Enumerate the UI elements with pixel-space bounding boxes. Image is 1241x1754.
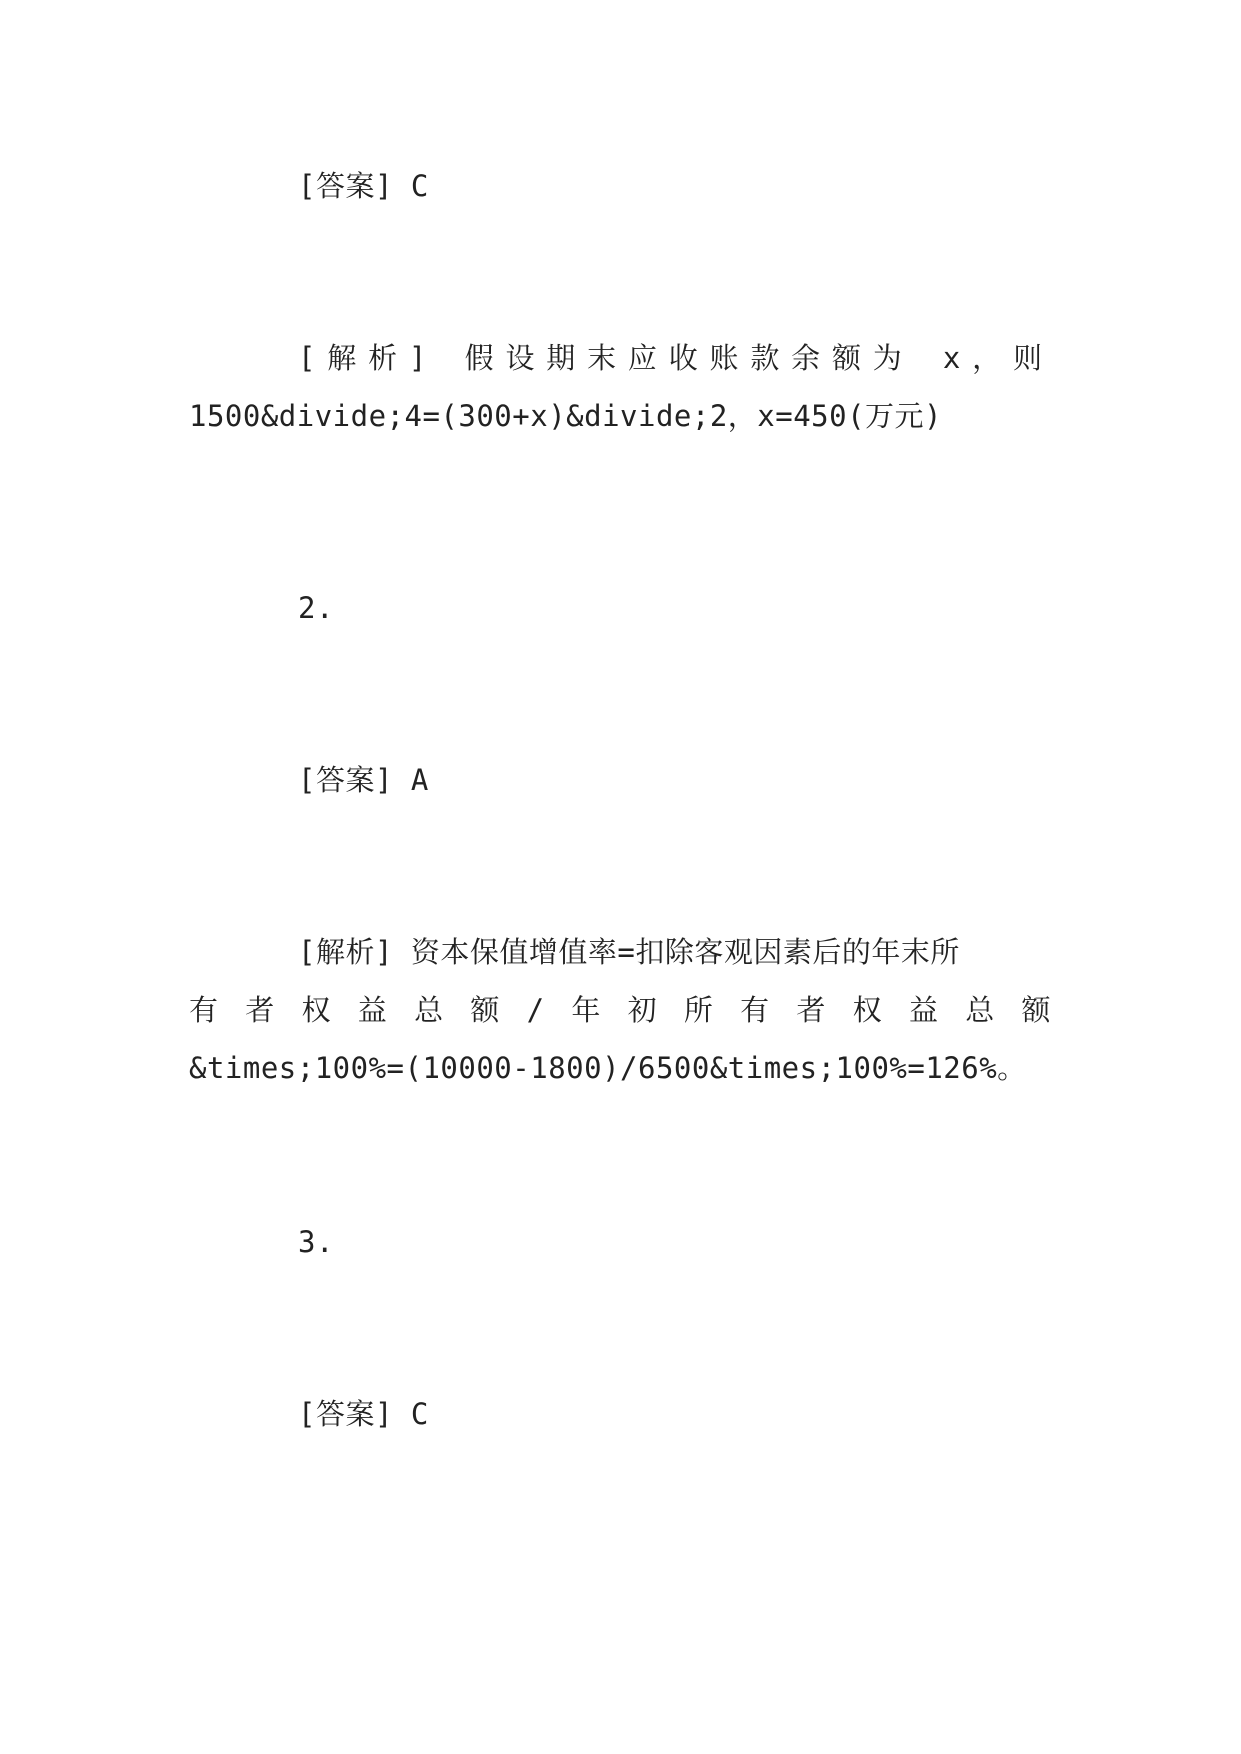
- answer-2: [答案] A: [298, 763, 429, 797]
- answer-3: [答案] C: [298, 1397, 429, 1431]
- analysis-2-line-1: [解析] 资本保值增值率=扣除客观因素后的年末所: [298, 935, 960, 969]
- question-3: 3.: [298, 1225, 334, 1259]
- analysis-2-line-2: 有者权益总额/年初所有者权益总额: [189, 993, 1051, 1027]
- analysis-1-line-1: [解析] 假设期末应收账款余额为 x，则: [298, 341, 1051, 375]
- analysis-1-line-2: 1500&divide;4=(300+x)&divide;2，x=450(万元): [189, 399, 943, 433]
- question-2: 2.: [298, 591, 334, 625]
- answer-1: [答案] C: [298, 169, 429, 203]
- analysis-2-line-3: &times;100%=(10000-1800)/6500&times;100%=126%。: [189, 1051, 1027, 1085]
